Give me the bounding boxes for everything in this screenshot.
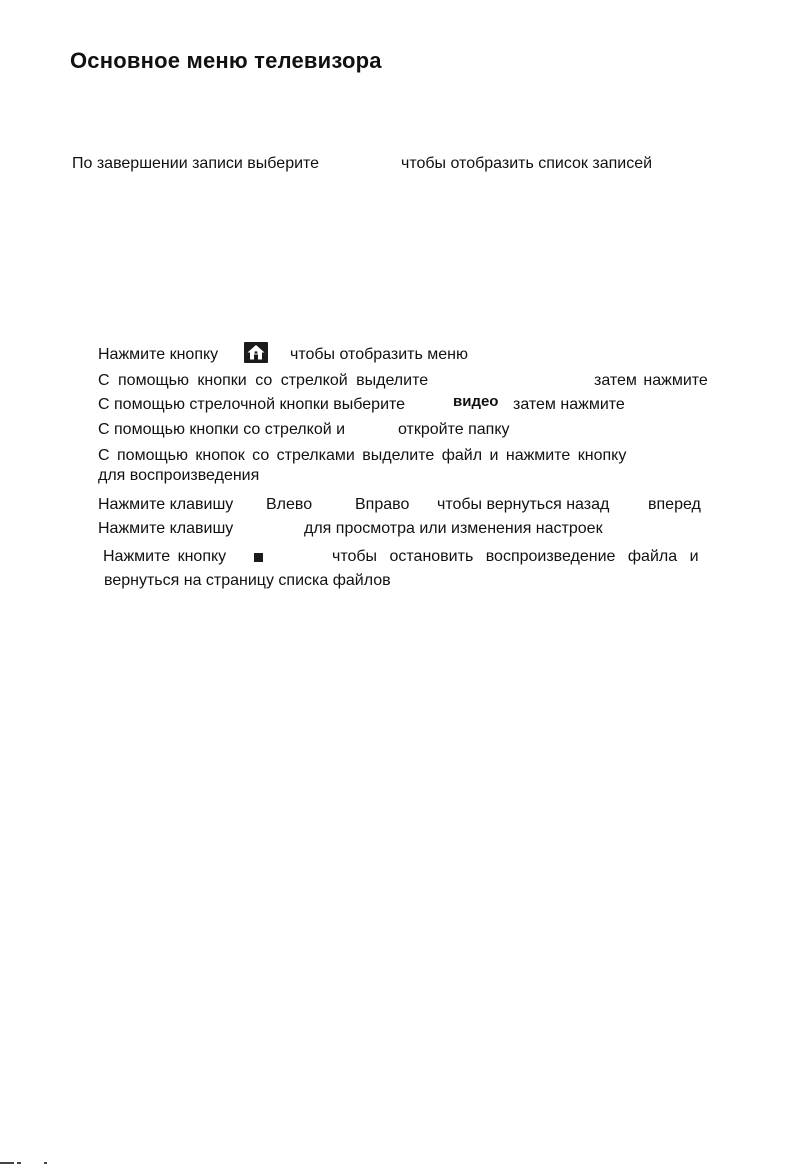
- stop-icon: [254, 553, 263, 562]
- intro-text-part2: чтобы отобразить список записей: [401, 155, 653, 172]
- step3-text: С помощью стрелочной кнопки выберите: [98, 396, 406, 413]
- step2-text: С помощью кнопки со стрелкой выделите: [98, 372, 429, 389]
- step8-text-stop: чтобы остановить воспроизведение файла и: [332, 548, 699, 565]
- step1-text: Нажмите кнопку: [98, 346, 219, 363]
- step7-text-end: для просмотра или изменения настроек: [304, 520, 603, 537]
- step7-text: Нажмите клавишу: [98, 520, 234, 537]
- step3-text-end: затем нажмите: [513, 396, 625, 413]
- step6-left-key: Влево: [266, 496, 313, 513]
- step4-text: С помощью кнопки со стрелкой и: [98, 421, 346, 438]
- video-label: видео: [453, 393, 499, 410]
- step6-right-key: Вправо: [355, 496, 410, 513]
- step1-text-after-icon: чтобы отобразить меню: [290, 346, 468, 363]
- step4-text-end: откройте папку: [398, 421, 510, 438]
- page-edge-mark: [0, 1162, 52, 1165]
- step6-text-forward: вперед: [648, 496, 701, 513]
- step5-text-line2: для воспроизведения: [98, 467, 260, 484]
- step5-text-line1: С помощью кнопок со стрелками выделите файл и нажмите кнопку: [98, 447, 627, 464]
- step6-text-back: чтобы вернуться назад: [437, 496, 610, 513]
- home-icon-glyph: [244, 342, 268, 363]
- intro-text-part1: По завершении записи выберите: [72, 155, 320, 172]
- step8-text-line2: вернуться на страницу списка файлов: [104, 572, 391, 589]
- step8-text: Нажмите кнопку: [103, 548, 227, 565]
- home-icon: [244, 342, 268, 363]
- step2-text-end: затем нажмите: [594, 372, 708, 389]
- step6-text: Нажмите клавишу: [98, 496, 234, 513]
- page-title: Основное меню телевизора: [70, 48, 382, 73]
